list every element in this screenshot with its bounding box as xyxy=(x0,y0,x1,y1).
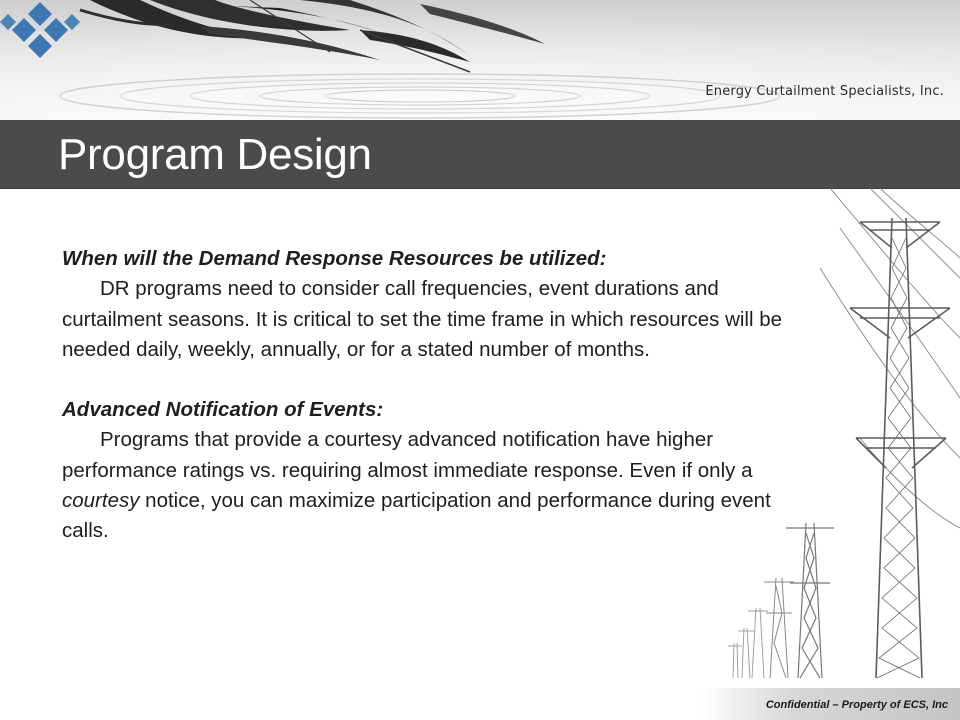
section-paragraph xyxy=(62,274,822,365)
title-bar xyxy=(0,120,960,189)
section-text: Programs that provide a courtesy advanced notification have higher performance ratings vs. requiring almost immediate response. Even if only a xyxy=(62,428,753,482)
footer-confidential: Confidential – Property of ECS, Inc xyxy=(765,699,948,711)
diamond-grid-logo-icon xyxy=(0,0,80,62)
company-name: Energy Curtailment Specialists, Inc. xyxy=(705,84,944,99)
section-paragraph xyxy=(62,425,822,546)
content-body xyxy=(62,244,822,547)
section-heading: Advanced Notification of Events: xyxy=(62,398,384,422)
section-text: notice, you can maximize participation and performance during event calls. xyxy=(62,489,771,543)
water-reeds-banner xyxy=(0,0,960,120)
section-text: DR programs need to consider call frequencies, event durations and curtailment seasons. It is critical to set the time frame in which resources will be needed daily, weekly, annually, or for a stated number of months. xyxy=(62,277,783,361)
page-title: Program Design xyxy=(58,130,372,179)
header-banner xyxy=(0,0,960,120)
emphasis-text: courtesy xyxy=(62,489,140,513)
section-heading: When will the Demand Response Resources be utilized: xyxy=(62,247,607,270)
